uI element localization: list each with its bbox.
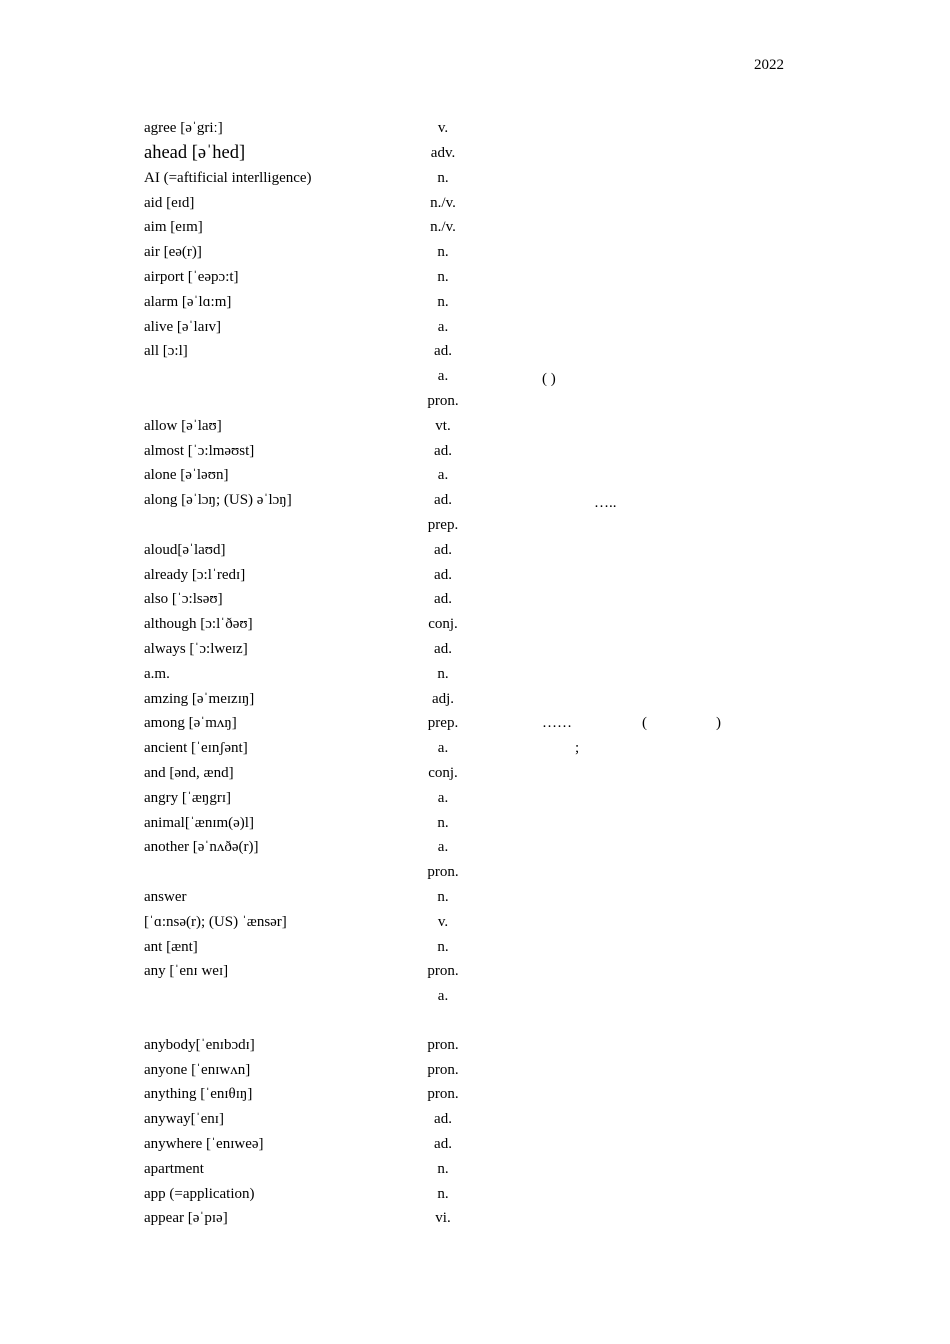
vocab-pos: v. <box>437 913 449 930</box>
vocab-row <box>144 935 844 960</box>
vocab-row <box>144 587 844 612</box>
vocab-pos: adj. <box>431 690 455 707</box>
vocab-word: along [əˈlɔŋ; (US) əˈlɔŋ] <box>144 492 292 509</box>
vocab-row <box>144 1157 844 1182</box>
vocab-row <box>144 166 844 191</box>
vocab-word: animal[ˈænɪm(ə)l] <box>144 814 254 831</box>
vocab-note: ( ) <box>542 371 556 388</box>
vocab-row <box>144 513 844 538</box>
vocab-pos: vi. <box>435 1210 451 1227</box>
vocab-row <box>144 116 844 141</box>
vocab-row <box>144 885 844 910</box>
vocab-pos: a. <box>437 368 449 385</box>
vocab-pos: pron. <box>427 1061 459 1078</box>
vocab-row <box>144 488 844 513</box>
vocab-word: angry [ˈæŋgrɪ] <box>144 789 231 806</box>
vocab-word: appear [əˈpɪə] <box>144 1210 228 1227</box>
vocab-row <box>144 215 844 240</box>
vocab-word: alone [əˈləʊn] <box>144 467 229 484</box>
vocab-pos: pron. <box>427 1086 459 1103</box>
vocab-pos: a. <box>437 467 449 484</box>
vocab-row <box>144 538 844 563</box>
vocab-pos: ad. <box>434 1111 452 1128</box>
vocab-row <box>144 240 844 265</box>
vocab-pos: pron. <box>427 963 459 980</box>
vocab-word: all [ɔ:l] <box>144 343 188 360</box>
vocab-word: alive [əˈlaɪv] <box>144 318 222 335</box>
vocab-word: answer <box>144 888 187 905</box>
vocab-word: airport [ˈeəpɔ:t] <box>144 268 239 285</box>
vocab-note: ) <box>716 715 721 732</box>
vocab-word: ahead [əˈhed] <box>144 142 246 163</box>
vocab-word: amzing [əˈmeɪzɪŋ] <box>144 690 255 707</box>
vocab-word: anyway[ˈenɪ] <box>144 1111 224 1128</box>
vocab-pos: ad. <box>434 442 452 459</box>
vocab-row <box>144 612 844 637</box>
vocab-pos: conj. <box>428 764 458 781</box>
vocab-row <box>144 563 844 588</box>
vocab-pos: a. <box>437 988 449 1005</box>
vocab-pos: n./v. <box>430 194 456 211</box>
vocab-row <box>144 290 844 315</box>
vocab-row <box>144 711 844 736</box>
vocab-word: aim [eɪm] <box>144 219 203 236</box>
vocab-word: although [ɔ:lˈðəʊ] <box>144 616 253 633</box>
vocab-note: ….. <box>594 495 617 512</box>
vocab-row <box>144 1206 844 1231</box>
vocab-row <box>144 761 844 786</box>
vocab-pos: vt. <box>435 417 451 434</box>
vocab-row <box>144 984 844 1009</box>
vocab-pos: adv. <box>430 144 456 161</box>
vocab-pos: n. <box>437 293 449 310</box>
vocab-row <box>144 662 844 687</box>
vocab-row <box>144 835 844 860</box>
vocab-word: anywhere [ˈenɪweə] <box>144 1136 264 1153</box>
vocab-pos: pron. <box>427 1036 459 1053</box>
vocab-row <box>144 265 844 290</box>
vocab-pos: ad. <box>434 1136 452 1153</box>
vocab-word: aid [eɪd] <box>144 194 195 211</box>
vocab-pos: n. <box>437 1160 449 1177</box>
vocab-pos: prep. <box>427 516 459 533</box>
vocab-row <box>144 315 844 340</box>
vocab-word: another [əˈnʌðə(r)] <box>144 839 259 856</box>
vocab-row <box>144 1107 844 1132</box>
vocab-pos: ad. <box>434 566 452 583</box>
vocab-row <box>144 637 844 662</box>
vocab-pos: n. <box>437 665 449 682</box>
vocab-pos: n. <box>437 244 449 261</box>
vocab-row <box>144 1033 844 1058</box>
vocab-word: anybody[ˈenɪbɔdɪ] <box>144 1036 255 1053</box>
vocab-pos: n. <box>437 169 449 186</box>
vocab-note: ; <box>575 740 580 757</box>
vocab-pos: v. <box>437 120 449 136</box>
vocab-row <box>144 786 844 811</box>
vocab-row <box>144 910 844 935</box>
vocab-row <box>144 414 844 439</box>
vocab-pos: a. <box>437 839 449 856</box>
vocab-pos: n. <box>437 938 449 955</box>
vocab-pos: n. <box>437 1185 449 1202</box>
vocab-word: among [əˈmʌŋ] <box>144 715 237 732</box>
vocab-word: any [ˈenɪ weɪ] <box>144 963 229 980</box>
vocab-pos: ad. <box>434 591 452 608</box>
vocab-row <box>144 141 844 166</box>
vocab-pos: conj. <box>428 616 458 633</box>
vocab-row <box>144 860 844 885</box>
vocab-pos: ad. <box>434 492 452 509</box>
vocab-word: ancient [ˈeɪnʃənt] <box>144 740 248 757</box>
vocab-row <box>144 389 844 414</box>
vocab-word: anyone [ˈenɪwʌn] <box>144 1061 251 1078</box>
vocab-word: air [eə(r)] <box>144 244 202 261</box>
vocab-word: aloud[əˈlaʊd] <box>144 541 226 558</box>
vocab-pos: a. <box>437 740 449 757</box>
vocab-pos: prep. <box>427 715 459 732</box>
vocab-row <box>144 811 844 836</box>
vocab-pos: n. <box>437 814 449 831</box>
vocab-word: already [ɔ:lˈredɪ] <box>144 566 246 583</box>
vocab-word: a.m. <box>144 665 170 682</box>
vocab-row <box>144 339 844 364</box>
vocab-word: alarm [əˈlɑ:m] <box>144 293 232 310</box>
vocab-row <box>144 1182 844 1207</box>
page-header-year: 2022 <box>754 57 784 73</box>
vocab-word: AI (=aftificial interlligence) <box>144 169 312 186</box>
vocab-word: apartment <box>144 1160 204 1177</box>
vocab-row <box>144 1132 844 1157</box>
vocab-row <box>144 439 844 464</box>
vocab-word: [ˈɑ:nsə(r); (US) ˈænsər] <box>144 913 287 930</box>
vocab-pos: a. <box>437 789 449 806</box>
vocab-row <box>144 463 844 488</box>
vocab-pos: n. <box>437 888 449 905</box>
vocab-row <box>144 191 844 216</box>
vocab-row <box>144 364 844 389</box>
vocab-word: almost [ˈɔ:lməʊst] <box>144 442 255 459</box>
vocab-row <box>144 959 844 984</box>
vocab-row <box>144 1058 844 1083</box>
vocab-word: ant [ænt] <box>144 938 198 955</box>
vocab-word: app (=application) <box>144 1185 255 1202</box>
vocab-word: anything [ˈenɪθɪŋ] <box>144 1086 253 1103</box>
vocab-pos: n./v. <box>430 219 456 236</box>
vocab-pos: pron. <box>427 392 459 409</box>
vocab-pos: n. <box>437 268 449 285</box>
vocab-word: agree [əˈgriː] <box>144 120 223 136</box>
vocab-pos: pron. <box>427 864 459 881</box>
row-spacer <box>144 1009 844 1033</box>
vocab-row <box>144 736 844 761</box>
vocab-pos: ad. <box>434 640 452 657</box>
vocab-pos: a. <box>437 318 449 335</box>
vocab-word: allow [əˈlaʊ] <box>144 417 222 434</box>
vocab-word: also [ˈɔ:lsəʊ] <box>144 591 223 608</box>
vocab-row <box>144 687 844 712</box>
vocab-note: ( <box>642 715 647 732</box>
vocab-row <box>144 1082 844 1107</box>
vocab-note: …… <box>542 715 572 732</box>
vocabulary-list <box>144 116 844 1231</box>
vocab-word: and [ənd, ænd] <box>144 764 234 781</box>
vocab-pos: ad. <box>434 541 452 558</box>
vocab-pos: ad. <box>434 343 452 360</box>
vocab-word: always [ˈɔ:lweɪz] <box>144 640 248 657</box>
